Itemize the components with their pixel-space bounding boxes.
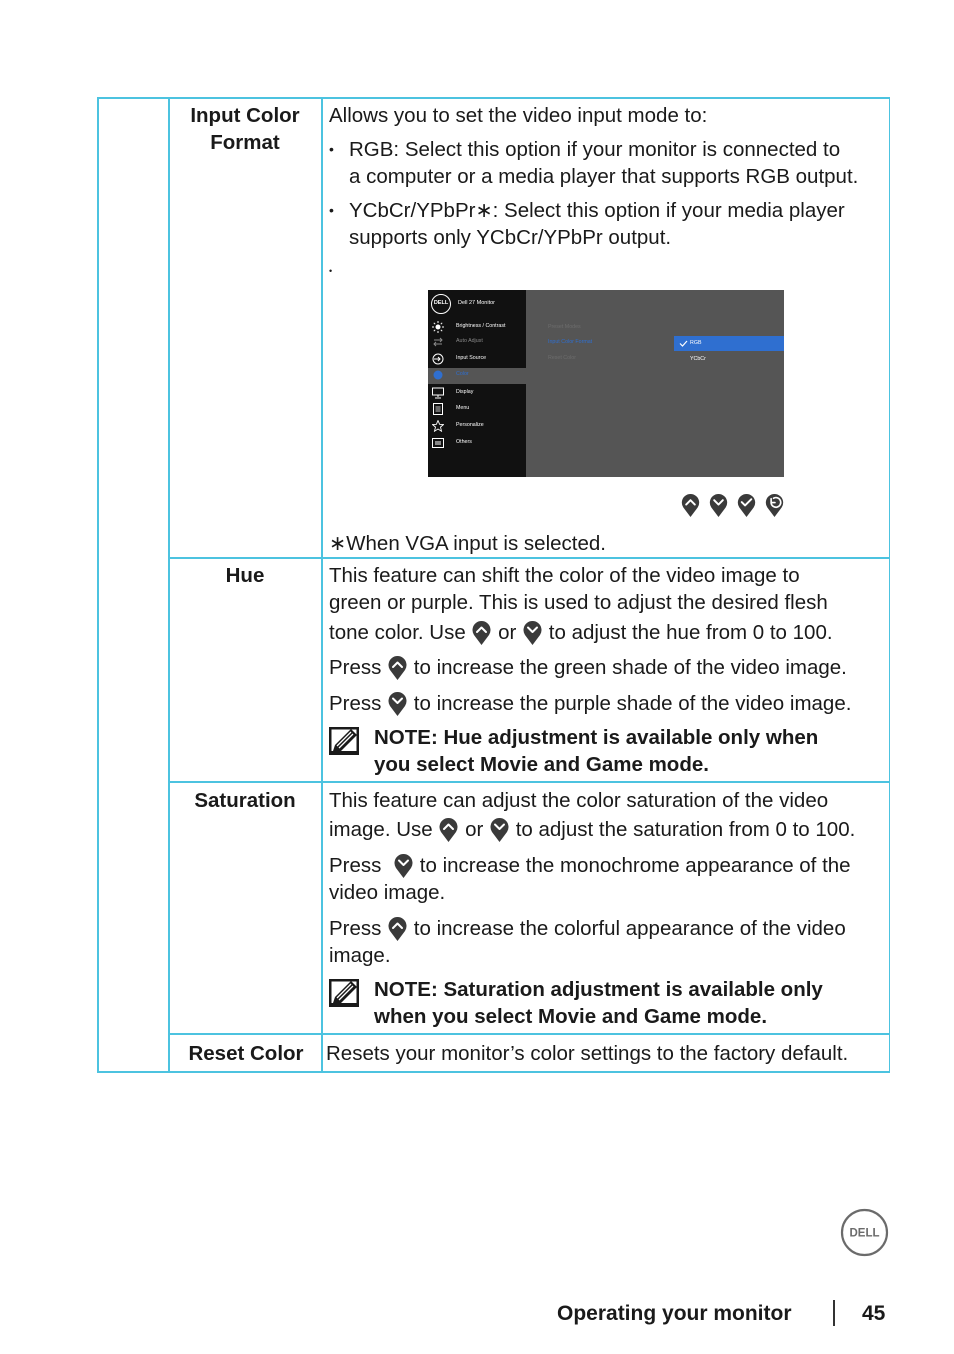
hue-press-down: Press to increase the purple shade of the video image. bbox=[329, 692, 852, 715]
saturation-press-down: Press to increase the monochrome appearance of the video image. bbox=[329, 852, 889, 906]
input-format-intro: Allows you to set the video input mode to: bbox=[329, 104, 708, 127]
osd-option-rgb: RGB bbox=[674, 336, 784, 351]
hue-description bbox=[329, 562, 889, 646]
checkmark-icon bbox=[679, 339, 688, 348]
rgb-term: RGB: bbox=[349, 138, 400, 161]
bullet-dot: • bbox=[329, 266, 333, 276]
row-divider-reset bbox=[168, 1033, 890, 1035]
check-icon bbox=[736, 492, 757, 518]
osd-item-brightness-contrast: Brightness / Contrast bbox=[428, 320, 526, 334]
auto-adjust-icon bbox=[432, 336, 444, 348]
monitor-button-row bbox=[680, 492, 788, 518]
color-icon bbox=[432, 369, 444, 381]
note-pen-icon bbox=[329, 979, 359, 1007]
osd-submenu-reset-color: Reset Color bbox=[548, 355, 576, 361]
osd-item-others: Others bbox=[428, 436, 526, 450]
osd-submenu-input-color-format: Input Color Format bbox=[548, 339, 593, 345]
osd-submenu-preset-modes: Preset Modes bbox=[548, 324, 581, 330]
sun-icon bbox=[432, 321, 444, 333]
table-border-top bbox=[97, 97, 890, 99]
text-line: This feature can adjust the color saturation of the video bbox=[329, 789, 829, 812]
note-line: you select Movie and Game mode. bbox=[374, 753, 709, 776]
bullet-dot: • bbox=[329, 141, 334, 157]
ycbcr-term: YCbCr/YPbPr∗: bbox=[349, 199, 499, 222]
label-input-color-format bbox=[170, 102, 320, 156]
text-line: video image. bbox=[329, 881, 446, 904]
table-border-bottom bbox=[97, 1071, 890, 1073]
osd-item-color: Color bbox=[428, 368, 526, 384]
text-line: green or purple. This is used to adjust the desired flesh bbox=[329, 591, 828, 614]
osd-item-personalize: Personalize bbox=[428, 419, 526, 433]
up-arrow-icon bbox=[438, 816, 459, 843]
row-divider-hue bbox=[168, 557, 890, 559]
row-divider-saturation bbox=[168, 781, 890, 783]
osd-item-auto-adjust: Auto Adjust bbox=[428, 335, 526, 349]
vga-footnote: ∗When VGA input is selected. bbox=[329, 532, 606, 555]
reset-color-description: Resets your monitor’s color settings to the factory default. bbox=[326, 1042, 849, 1065]
dell-logo-icon: DELL bbox=[431, 294, 451, 314]
text-line: tone color. Use or to adjust the hue from 0 to 100. bbox=[329, 621, 833, 644]
rgb-description-cont: a computer or a media player that supports RGB output. bbox=[349, 165, 859, 188]
note-line: NOTE: Saturation adjustment is available only bbox=[374, 978, 823, 1001]
osd-menu-screenshot bbox=[428, 290, 784, 477]
note-line: when you select Movie and Game mode. bbox=[374, 1005, 768, 1028]
label-hue: Hue bbox=[225, 564, 265, 587]
saturation-description bbox=[329, 787, 889, 843]
bullet-dot: • bbox=[329, 202, 334, 218]
dell-logo-icon bbox=[840, 1208, 889, 1257]
up-arrow-icon bbox=[387, 915, 408, 942]
footer-section-title: Operating your monitor bbox=[557, 1302, 792, 1325]
rgb-description: Select this option if your monitor is connected to bbox=[399, 138, 841, 161]
osd-item-input-source: Input Source bbox=[428, 352, 526, 366]
label-reset-color: Reset Color bbox=[188, 1042, 304, 1065]
up-arrow-icon bbox=[471, 619, 492, 646]
star-icon bbox=[432, 420, 444, 432]
osd-option-ycbcr: YCbCr bbox=[690, 356, 706, 362]
down-arrow-icon bbox=[387, 690, 408, 717]
table-border-left bbox=[97, 97, 99, 1073]
label-line: Input Color bbox=[190, 104, 300, 127]
label-line: Format bbox=[210, 131, 280, 154]
bullet-ycbcr bbox=[329, 197, 889, 251]
note-line: NOTE: Hue adjustment is available only when bbox=[374, 726, 819, 749]
down-arrow-icon bbox=[708, 492, 729, 518]
down-arrow-icon bbox=[393, 852, 414, 879]
up-arrow-icon bbox=[387, 654, 408, 681]
note-pen-icon bbox=[329, 727, 359, 755]
osd-item-menu: Menu bbox=[428, 402, 526, 416]
page-number: 45 bbox=[862, 1302, 886, 1325]
footer-divider bbox=[833, 1300, 835, 1326]
osd-item-display: Display bbox=[428, 386, 526, 400]
dell-logo-text: DELL bbox=[849, 1227, 880, 1240]
display-icon bbox=[432, 387, 444, 399]
hue-note bbox=[374, 724, 818, 778]
label-saturation: Saturation bbox=[194, 789, 296, 812]
others-icon bbox=[432, 437, 444, 449]
saturation-note bbox=[374, 976, 823, 1030]
bullet-rgb bbox=[329, 136, 889, 190]
text-line: image. Use or to adjust the saturation from 0 to 100. bbox=[329, 818, 856, 841]
input-source-icon bbox=[432, 353, 444, 365]
osd-title: Dell 27 Monitor bbox=[458, 300, 495, 306]
back-icon bbox=[764, 492, 785, 518]
menu-icon bbox=[432, 403, 444, 415]
hue-press-up: Press to increase the green shade of the video image. bbox=[329, 656, 847, 679]
up-arrow-icon bbox=[680, 492, 701, 518]
table-column-divider-2 bbox=[321, 97, 323, 1073]
down-arrow-icon bbox=[489, 816, 510, 843]
text-line: image. bbox=[329, 944, 391, 967]
down-arrow-icon bbox=[522, 619, 543, 646]
text-line: This feature can shift the color of the video image to bbox=[329, 564, 800, 587]
ycbcr-description: Select this option if your media player bbox=[498, 199, 845, 222]
ycbcr-description-cont: supports only YCbCr/YPbPr output. bbox=[349, 226, 672, 249]
saturation-press-up: Press to increase the colorful appearance of the video image. bbox=[329, 915, 889, 969]
